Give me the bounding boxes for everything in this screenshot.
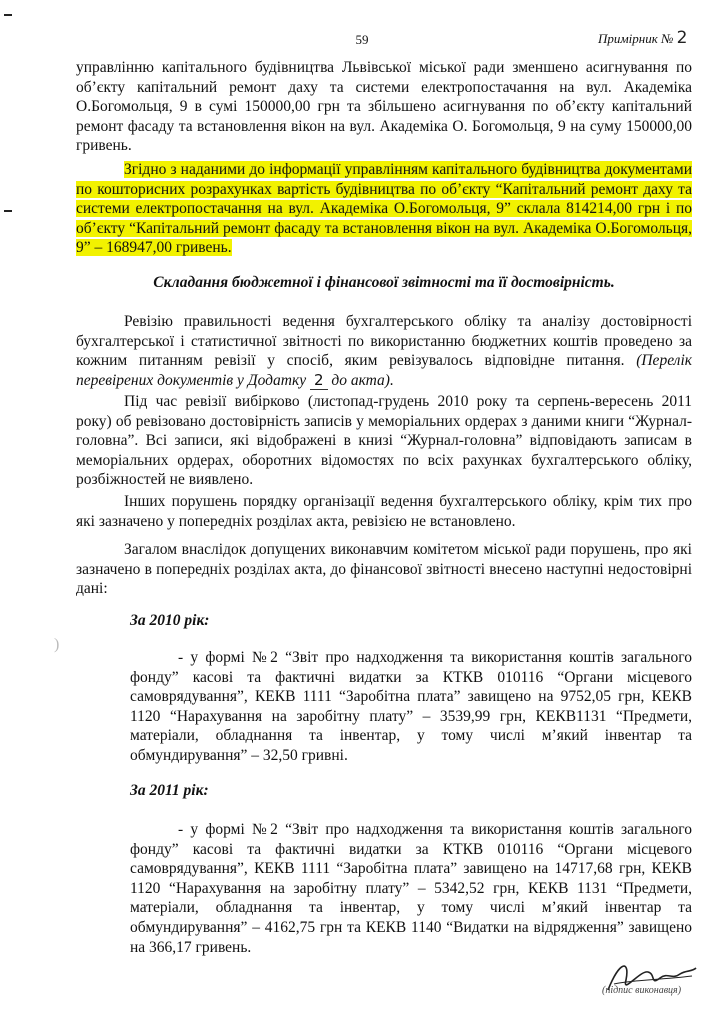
margin-mark-top — [4, 14, 12, 16]
paragraph-3-main: Ревізію правильності ведення бухгалтерського обліку та аналізу достовірності бухгалтерської і статистичної звітності по використанню бюджетних коштів проведено за кожним питанням ревізії у спосіб, яким ревізувалось відповідне питання. — [76, 313, 692, 370]
highlighted-text: Згідно з наданими до інформації управлінням капітального будівництва документами по кошторисних розрахунках вартість будівництва по об’єкту “Капітальний ремонт даху та системи електропостачання на вул. Академіка О.Богомольця, 9” склала 814214,00 грн і по об’єкту “Капітальний ремонт фасаду та встановлення вікон на вул. Академіка О.Богомольця, 9” – 168947,00 гривень. — [76, 161, 692, 257]
year-2010-label: За 2010 рік: — [130, 612, 210, 629]
page-number: 59 — [355, 32, 369, 47]
paragraph-4: Під час ревізії вибірково (листопад-грудень 2010 року та серпень-вересень 2011 року) об ревізовано достовірність записів у меморіальних ордерах з даними книги “Журнал-головна”. Всі записи, які відображені в книзі “Журнал-головна” відповідають записам в меморіальних ордерах, оборотних відомостях по всіх рахунках бухгалтерського обліку, розбіжностей не виявлено. — [76, 393, 692, 489]
copy-number-handwritten: 2 — [676, 28, 688, 48]
copy-label: Примірник № — [598, 31, 674, 46]
margin-mark-middle — [4, 210, 12, 212]
section-heading: Складання бюджетної і фінансової звітності та її достовірність. — [153, 274, 615, 291]
year-2010-item: - у формі №2 “Звіт про надходження та використання коштів загального фонду” касові та фактичні видатки за КТКВ 010116 “Органи місцевого самоврядування”, КЕКВ 1111 “Заробітна плата” завищено на 9752,05 грн, КЕКВ 1120 “Нарахування на заробітну плату” – 3539,99 грн, КЕКВ1131 “Предмети, матеріали, обладнання та інвентар, у тому числі м’який інвентар та обмундирування” – 32,50 гривні. — [130, 649, 692, 764]
appendix-number-handwritten: 2 — [310, 371, 328, 390]
year-2011-label: За 2011 рік: — [130, 782, 209, 799]
signature-image — [600, 950, 700, 1010]
paragraph-1: управлінню капітального будівництва Львівської міської ради зменшено асигнування по об’єкту капітальний ремонт даху та системи електропостачання на вул. Академіка О.Богомольця, 9 в сумі 150000,00 грн та збільшено асигнування по об’єкту капітальний ремонт фасаду та встановлення вікон на вул. Академіка О. Богомольця, 9 на суму 150000,00 гривень. — [76, 59, 692, 155]
year-2011-item: - у формі №2 “Звіт про надходження та використання коштів загального фонду” касові та фактичні видатки за КТКВ 010116 “Органи місцевого самоврядування”, КЕКВ 1111 “Заробітна плата” завищено на 14717,68 грн, КЕКВ 1120 “Нарахування на заробітну плату” – 5342,52 грн, КЕКВ 1131 “Предмети, матеріали, обладнання та інвентар, у тому числі м’який інвентар та обмундирування” – 4162,75 грн та КЕКВ 1140 “Видатки на відрядження” завищено на 366,17 гривень. — [130, 821, 692, 956]
paragraph-6: Загалом внаслідок допущених виконавчим комітетом міської ради порушень, про які зазначено в попередніх розділах акта, до фінансової звітності внесено наступні недостовірні дані: — [76, 541, 692, 598]
reference-text-after: до акта). — [331, 371, 394, 389]
paragraph-5: Інших порушень порядку організації ведення бухгалтерського обліку, крім тих про які зазначено у попередніх розділах акта, ревізією не встановлено. — [76, 493, 692, 530]
reference-text-before: (Перелік перевірених документів у Додатку — [76, 352, 692, 389]
signature-caption: (підпис виконавця) — [602, 985, 682, 996]
paragraph-highlighted — [76, 160, 692, 258]
scan-mark: ) — [54, 636, 60, 653]
copy-number — [598, 28, 687, 48]
paragraph-3 — [76, 312, 692, 390]
